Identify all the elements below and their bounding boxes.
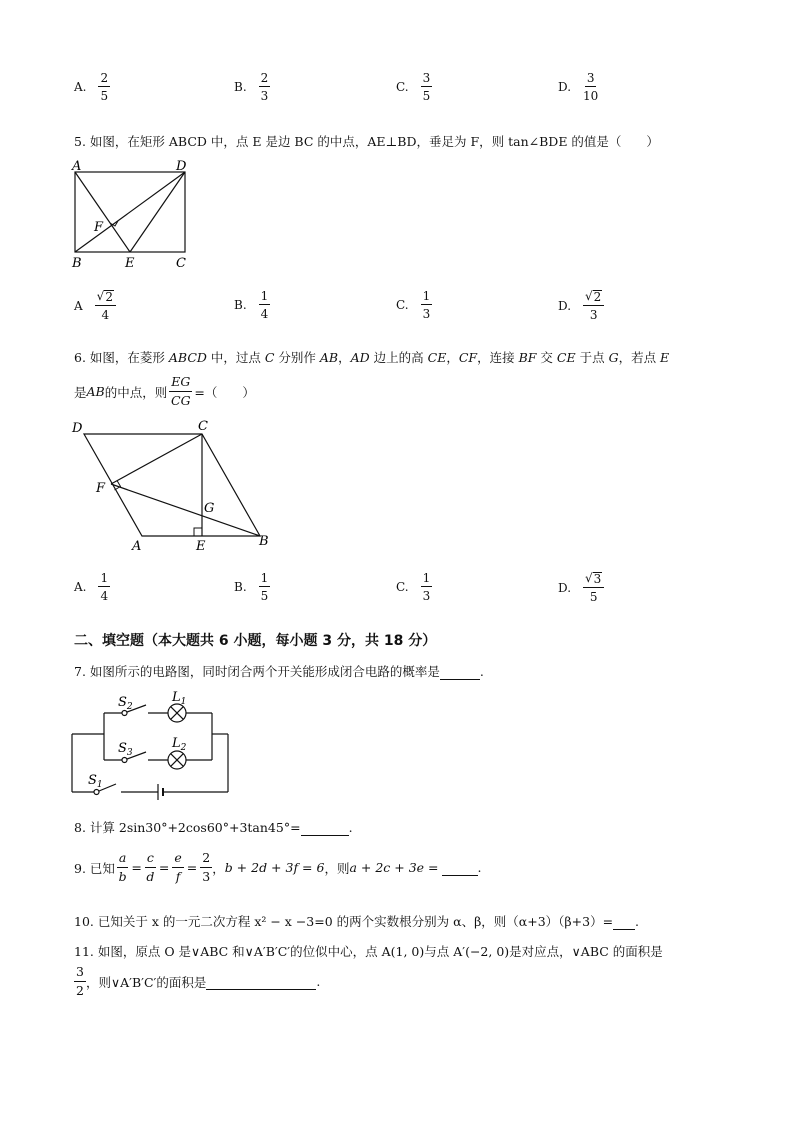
q9-stem: 9. 已知 $\frac{a}{b}$ = $\frac{c}{d}$ = $\frac{e}{f}$ = $\frac{2}{3}$ ， b + 2d + 3f = 6 ，则 a + 2c + 3e = .	[74, 850, 482, 884]
q6-label-a: A	[132, 539, 142, 554]
q6-stem-line1: 6. 如图，在菱形 ABCD 中，过点 C 分别作 AB，AD 边上的高 CE，CF，连接 BF 交 CE 于点 G，若点 E	[74, 350, 670, 365]
q7-label-l1: $L_1$	[172, 690, 187, 707]
q7-label-s3: $S_3$	[118, 741, 133, 758]
q5-label-e: E	[125, 256, 135, 271]
q7-stem: 7. 如图所示的电路图，同时闭合两个开关能形成闭合电路的概率是 .	[74, 664, 484, 679]
q6-stem-line2: 是 AB 的中点，则 $\frac{EG}{CG}$ =（ ）	[74, 374, 255, 408]
q11-stem-line1: 11. 如图，原点 O 是∨ABC 和∨A′B′C′的位似中心，点 A(1, 0)与点 A′(−2, 0)是对应点，∨ABC 的面积是	[74, 944, 663, 959]
q4-option-d[interactable]: D. $\frac{3}{10}$	[558, 71, 599, 103]
q6-label-b: B	[259, 534, 269, 549]
q6-label-g: G	[204, 501, 215, 516]
q4-options	[0, 72, 794, 116]
q8-answer-blank[interactable]	[301, 820, 349, 836]
q5-label-f: F	[94, 220, 104, 235]
q5-option-d[interactable]: D. √ 2 3	[558, 290, 604, 321]
q5-label-b: B	[72, 256, 82, 271]
q7-label-l2: $L_2$	[172, 736, 187, 753]
q5-label-d: D	[176, 160, 187, 174]
q6-option-b[interactable]: B. $\frac{1}{5}$	[234, 571, 269, 603]
q5-rectangle-figure	[66, 160, 196, 272]
q5-label-a: A	[72, 160, 82, 174]
q11-answer-blank[interactable]	[206, 974, 316, 990]
q5-option-c[interactable]: C. $\frac{1}{3}$	[396, 289, 431, 321]
q7-label-s2: $S_2$	[118, 695, 133, 712]
q6-option-c[interactable]: C. $\frac{1}{3}$	[396, 571, 431, 603]
q8-stem: 8. 计算 2sin30°+2cos60°+3tan45°= .	[74, 820, 353, 835]
q5-options	[0, 290, 794, 334]
q6-option-a[interactable]: A. $\frac{1}{4}$	[74, 571, 109, 603]
q6-label-c: C	[198, 419, 208, 434]
q5-option-a[interactable]: A √ 2 4	[74, 290, 116, 321]
q6-option-d[interactable]: D. √ 3 5	[558, 572, 604, 603]
q4-option-c[interactable]: C. $\frac{3}{5}$	[396, 71, 431, 103]
q5-option-b[interactable]: B. $\frac{1}{4}$	[234, 289, 269, 321]
q5-stem: 5. 如图，在矩形 ABCD 中，点 E 是边 BC 的中点，AE⊥BD，垂足为 F，则 tan∠BDE 的值是（ ）	[74, 134, 659, 149]
q6-rhombus-figure	[66, 418, 276, 558]
q10-answer-blank[interactable]	[613, 914, 635, 930]
q6-label-f: F	[96, 481, 106, 496]
q4-option-a[interactable]: A. $\frac{2}{5}$	[74, 71, 109, 103]
section-fill-in-title: 二、填空题（本大题共 6 小题，每小题 3 分，共 18 分）	[74, 633, 437, 649]
q7-label-s1: $S_1$	[88, 773, 103, 790]
q7-answer-blank[interactable]	[440, 664, 480, 680]
q4-option-b[interactable]: B. $\frac{2}{3}$	[234, 71, 269, 103]
q5-label-c: C	[176, 256, 186, 271]
q6-options	[0, 572, 794, 616]
q10-stem: 10. 已知关于 x 的一元二次方程 x² − x −3=0 的两个实数根分别为 α、β，则（α+3）（β+3）= .	[74, 914, 640, 929]
q9-answer-blank[interactable]	[442, 860, 478, 876]
q7-circuit-figure	[66, 688, 236, 804]
q6-label-d: D	[72, 421, 83, 436]
q6-label-e: E	[196, 539, 206, 554]
q11-stem-line2: $\frac{3}{2}$ ，则∨A′B′C′的面积是 .	[76, 964, 321, 998]
